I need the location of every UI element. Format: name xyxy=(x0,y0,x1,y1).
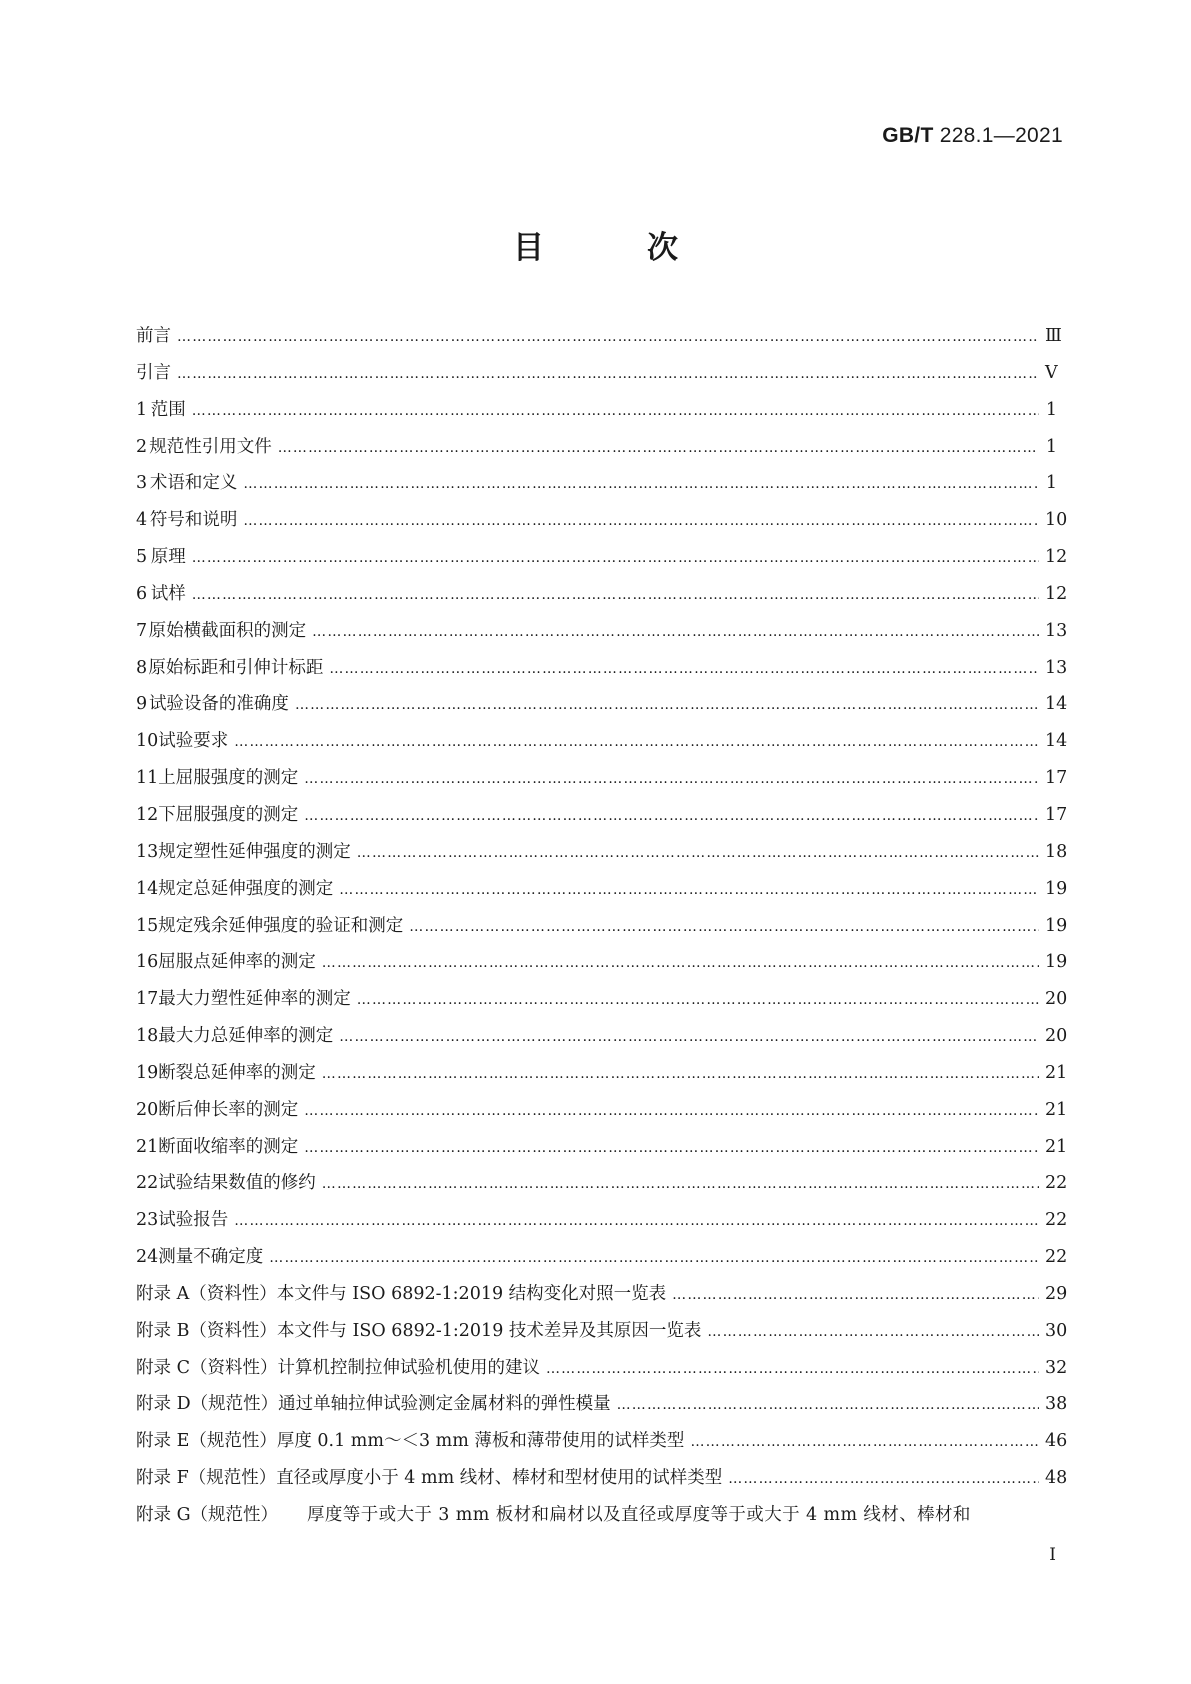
toc-entry-label: 直径或厚度小于 4 mm 线材、棒材和型材使用的试样类型 xyxy=(276,1468,723,1489)
toc-entry[interactable] xyxy=(136,396,1057,433)
toc-entry-label: 断面收缩率的测定 xyxy=(158,1136,299,1157)
toc-entry[interactable] xyxy=(136,580,1068,617)
toc-entry-label: 试验设备的准确度 xyxy=(148,694,289,715)
toc-entry[interactable] xyxy=(136,1354,1068,1391)
toc-leader-dots xyxy=(707,1324,1039,1340)
toc-entry-page: 21 xyxy=(1045,1062,1068,1083)
toc-entry-number: 14 xyxy=(136,878,159,899)
toc-entry-number: 11 xyxy=(136,768,159,789)
toc-entry-number: 18 xyxy=(136,1026,159,1047)
toc-entry-page: Ⅴ xyxy=(1045,362,1058,383)
standard-number-value: 228.1—2021 xyxy=(939,124,1063,147)
toc-entry-label: 试样 xyxy=(150,583,186,604)
toc-entry-label: 范围 xyxy=(150,399,186,420)
toc-entry-number: 附录 C（资料性） xyxy=(136,1357,278,1378)
toc-entry-label: 试验报告 xyxy=(158,1210,229,1231)
toc-entry-label: 原始标距和引伸计标距 xyxy=(148,657,324,678)
toc-leader-dots xyxy=(295,697,1039,713)
toc-entry-number: 20 xyxy=(136,1099,159,1120)
toc-entry[interactable] xyxy=(136,654,1068,691)
toc-entry-number: 10 xyxy=(136,731,159,752)
toc-entry[interactable] xyxy=(136,764,1068,801)
toc-entry-number: 附录 A（资料性） xyxy=(136,1283,277,1304)
toc-entry-number: 附录 G（规范性） xyxy=(136,1505,279,1525)
toc-entry[interactable] xyxy=(136,875,1068,912)
toc-entry-label: 本文件与 ISO 6892-1:2019 结构变化对照一览表 xyxy=(276,1283,667,1304)
toc-entry[interactable] xyxy=(136,801,1068,838)
toc-entry-page: 32 xyxy=(1045,1357,1068,1378)
toc-entry-label: 规定塑性延伸强度的测定 xyxy=(158,841,351,862)
toc-entry[interactable] xyxy=(136,727,1068,764)
toc-entry-page: 38 xyxy=(1045,1394,1068,1415)
toc-entry[interactable] xyxy=(136,912,1068,949)
toc-entry[interactable] xyxy=(136,985,1068,1022)
toc-leader-dots xyxy=(177,366,1039,382)
toc-leader-dots xyxy=(234,734,1039,750)
toc-entry-page: Ⅲ xyxy=(1045,326,1062,346)
page-number: I xyxy=(1049,1545,1056,1565)
toc-entry[interactable] xyxy=(136,359,1057,396)
toc-leader-dots xyxy=(192,403,1039,419)
toc-entry-number: 16 xyxy=(136,952,159,973)
standard-number xyxy=(882,124,1063,148)
toc-entry-number: 24 xyxy=(136,1247,159,1268)
toc-entry-page: 13 xyxy=(1045,657,1068,678)
toc-entry-number: 5 xyxy=(136,547,148,568)
toc-entry-number: 4 xyxy=(136,510,148,531)
toc-entry[interactable] xyxy=(136,1317,1068,1354)
toc-entry-label: 测量不确定度 xyxy=(158,1247,264,1268)
toc-entry-page: 12 xyxy=(1045,583,1068,604)
toc-entry[interactable] xyxy=(136,690,1068,727)
toc-leader-dots xyxy=(409,919,1039,935)
toc-entry[interactable] xyxy=(136,506,1068,543)
toc-entry-number: 21 xyxy=(136,1136,159,1157)
toc-entry[interactable] xyxy=(136,1096,1068,1133)
toc-entry-number: 附录 D（规范性） xyxy=(136,1394,279,1415)
toc-entry-number: 9 xyxy=(136,694,148,715)
toc-entry-page: 22 xyxy=(1045,1247,1068,1268)
toc-entry-page: 13 xyxy=(1045,620,1068,641)
toc-leader-dots xyxy=(728,1471,1039,1487)
toc-entry-number: 17 xyxy=(136,989,159,1010)
toc-entry[interactable] xyxy=(136,322,1062,359)
toc-leader-dots xyxy=(322,955,1039,971)
toc-entry[interactable] xyxy=(136,1206,1068,1243)
toc-leader-dots xyxy=(192,587,1039,603)
toc-entry-label: 屈服点延伸率的测定 xyxy=(158,952,316,973)
toc-entry-page: 21 xyxy=(1045,1099,1068,1120)
toc-entry-label: 规范性引用文件 xyxy=(149,436,272,457)
toc-leader-dots xyxy=(322,1176,1039,1192)
toc-entry[interactable] xyxy=(136,469,1057,506)
toc-entry-number: 8 xyxy=(136,657,148,678)
toc-leader-dots xyxy=(304,771,1039,787)
toc-entry-page: 18 xyxy=(1045,841,1068,862)
toc-leader-dots xyxy=(192,550,1039,566)
toc-entry[interactable] xyxy=(136,1243,1068,1280)
toc-entry-label: 计算机控制拉伸试验机使用的建议 xyxy=(277,1357,540,1378)
toc-entry-label: 试验要求 xyxy=(158,731,229,752)
toc-leader-dots xyxy=(322,1066,1039,1082)
toc-entry[interactable] xyxy=(136,1059,1068,1096)
toc-leader-dots xyxy=(304,808,1039,824)
toc-entry-page: 20 xyxy=(1045,989,1068,1010)
toc-entry-label: 上屈服强度的测定 xyxy=(158,768,299,789)
toc-entry-page: 19 xyxy=(1045,915,1068,936)
toc-leader-dots xyxy=(329,661,1039,677)
toc-entry-label: 规定残余延伸强度的验证和测定 xyxy=(158,915,404,936)
toc-entry-number: 7 xyxy=(136,620,148,641)
toc-leader-dots xyxy=(243,476,1039,492)
toc-leader-dots xyxy=(357,845,1039,861)
toc-entry-number: 15 xyxy=(136,915,159,936)
toc-entry-label: 断裂总延伸率的测定 xyxy=(158,1062,316,1083)
toc-entry-label: 引言 xyxy=(136,362,171,383)
toc-entry-label: 下屈服强度的测定 xyxy=(158,804,299,825)
toc-leader-dots xyxy=(278,440,1039,456)
toc-entry-number: 13 xyxy=(136,841,159,862)
toc-entry-page: 22 xyxy=(1045,1173,1068,1194)
toc-leader-dots xyxy=(304,1140,1039,1156)
toc-entry-label: 符号和说明 xyxy=(149,510,238,531)
toc-entry-page: 21 xyxy=(1045,1136,1068,1157)
toc-leader-dots xyxy=(339,1029,1039,1045)
toc-entry-label: 本文件与 ISO 6892-1:2019 技术差异及其原因一览表 xyxy=(276,1320,702,1341)
toc-entry[interactable] xyxy=(136,1427,1068,1464)
toc-entry-label: 厚度等于或大于 3 mm 板材和扁材以及直径或厚度等于或大于 4 mm 线材、棒材和 xyxy=(307,1505,971,1525)
toc-entry-label: 原始横截面积的测定 xyxy=(148,620,307,641)
toc-entry-page: 1 xyxy=(1045,473,1057,494)
toc-entry-page: 46 xyxy=(1045,1431,1068,1452)
toc-leader-dots xyxy=(269,1250,1039,1266)
toc-entry-label: 术语和定义 xyxy=(149,473,238,494)
toc-entry-page: 30 xyxy=(1045,1320,1068,1341)
toc-leader-dots xyxy=(617,1397,1039,1413)
toc-leader-dots xyxy=(234,1213,1039,1229)
toc-leader-dots xyxy=(304,1103,1039,1119)
toc-entry-number: 1 xyxy=(136,399,148,420)
toc-leader-dots xyxy=(672,1287,1039,1303)
toc-entry-page: 22 xyxy=(1045,1210,1068,1231)
toc-entry[interactable] xyxy=(136,433,1057,470)
toc-entry-number: 附录 E（规范性） xyxy=(136,1431,277,1452)
toc-entry-number: 2 xyxy=(136,436,148,457)
toc-entry-number: 6 xyxy=(136,583,148,604)
toc-entry-label: 规定总延伸强度的测定 xyxy=(158,878,334,899)
toc-leader-dots xyxy=(690,1434,1039,1450)
toc-leader-dots xyxy=(546,1361,1039,1377)
toc-entry-label: 最大力塑性延伸率的测定 xyxy=(158,989,351,1010)
toc-entry-label: 最大力总延伸率的测定 xyxy=(158,1026,334,1047)
toc-entry-number: 19 xyxy=(136,1062,159,1083)
toc-entry-page: 12 xyxy=(1045,547,1068,568)
toc-entry-page: 10 xyxy=(1045,510,1068,531)
toc-entry-number: 3 xyxy=(136,473,148,494)
toc-entry-page: 29 xyxy=(1045,1283,1068,1304)
toc-entry[interactable] xyxy=(136,1169,1068,1206)
toc-leader-dots xyxy=(312,624,1039,640)
toc-leader-dots xyxy=(339,882,1039,898)
toc-entry-number: 12 xyxy=(136,804,159,825)
toc-entry-label: 通过单轴拉伸试验测定金属材料的弹性模量 xyxy=(278,1394,611,1415)
table-of-contents xyxy=(136,322,1068,1538)
toc-entry-page: 17 xyxy=(1045,768,1068,789)
toc-entry-page: 20 xyxy=(1045,1026,1068,1047)
toc-entry-page: 19 xyxy=(1045,952,1068,973)
toc-entry-label: 断后伸长率的测定 xyxy=(158,1099,299,1120)
toc-entry-page: 19 xyxy=(1045,878,1068,899)
toc-entry[interactable] xyxy=(136,948,1068,985)
toc-entry-label: 试验结果数值的修约 xyxy=(158,1173,316,1194)
toc-leader-dots xyxy=(357,992,1039,1008)
toc-entry[interactable] xyxy=(136,1501,1057,1538)
toc-leader-dots xyxy=(177,329,1039,345)
toc-entry-number: 22 xyxy=(136,1173,159,1194)
toc-entry[interactable] xyxy=(136,838,1068,875)
toc-entry[interactable] xyxy=(136,1133,1068,1170)
toc-entry-label: 原理 xyxy=(150,547,186,568)
toc-entry-page: 48 xyxy=(1045,1468,1068,1489)
toc-entry-page: 1 xyxy=(1045,399,1057,420)
toc-entry[interactable] xyxy=(136,1464,1068,1501)
toc-entry[interactable] xyxy=(136,1390,1068,1427)
toc-entry[interactable] xyxy=(136,543,1068,580)
standard-prefix: GB/T xyxy=(882,124,934,147)
toc-entry-page: 17 xyxy=(1045,804,1068,825)
toc-entry-page: 14 xyxy=(1045,731,1068,752)
toc-entry-number: 附录 F（规范性） xyxy=(136,1468,277,1489)
toc-entry-label: 前言 xyxy=(136,326,171,346)
toc-entry-page: 1 xyxy=(1045,436,1057,457)
toc-entry[interactable] xyxy=(136,1022,1068,1059)
toc-entry-number: 附录 B（资料性） xyxy=(136,1320,277,1341)
page-title: 目 次 xyxy=(513,230,714,266)
toc-entry-label: 厚度 0.1 mm～＜3 mm 薄板和薄带使用的试样类型 xyxy=(276,1431,685,1452)
toc-entry-number: 23 xyxy=(136,1210,159,1231)
toc-entry-page: 14 xyxy=(1045,694,1068,715)
toc-leader-dots xyxy=(243,513,1039,529)
toc-entry[interactable] xyxy=(136,617,1068,654)
toc-entry[interactable] xyxy=(136,1280,1068,1317)
